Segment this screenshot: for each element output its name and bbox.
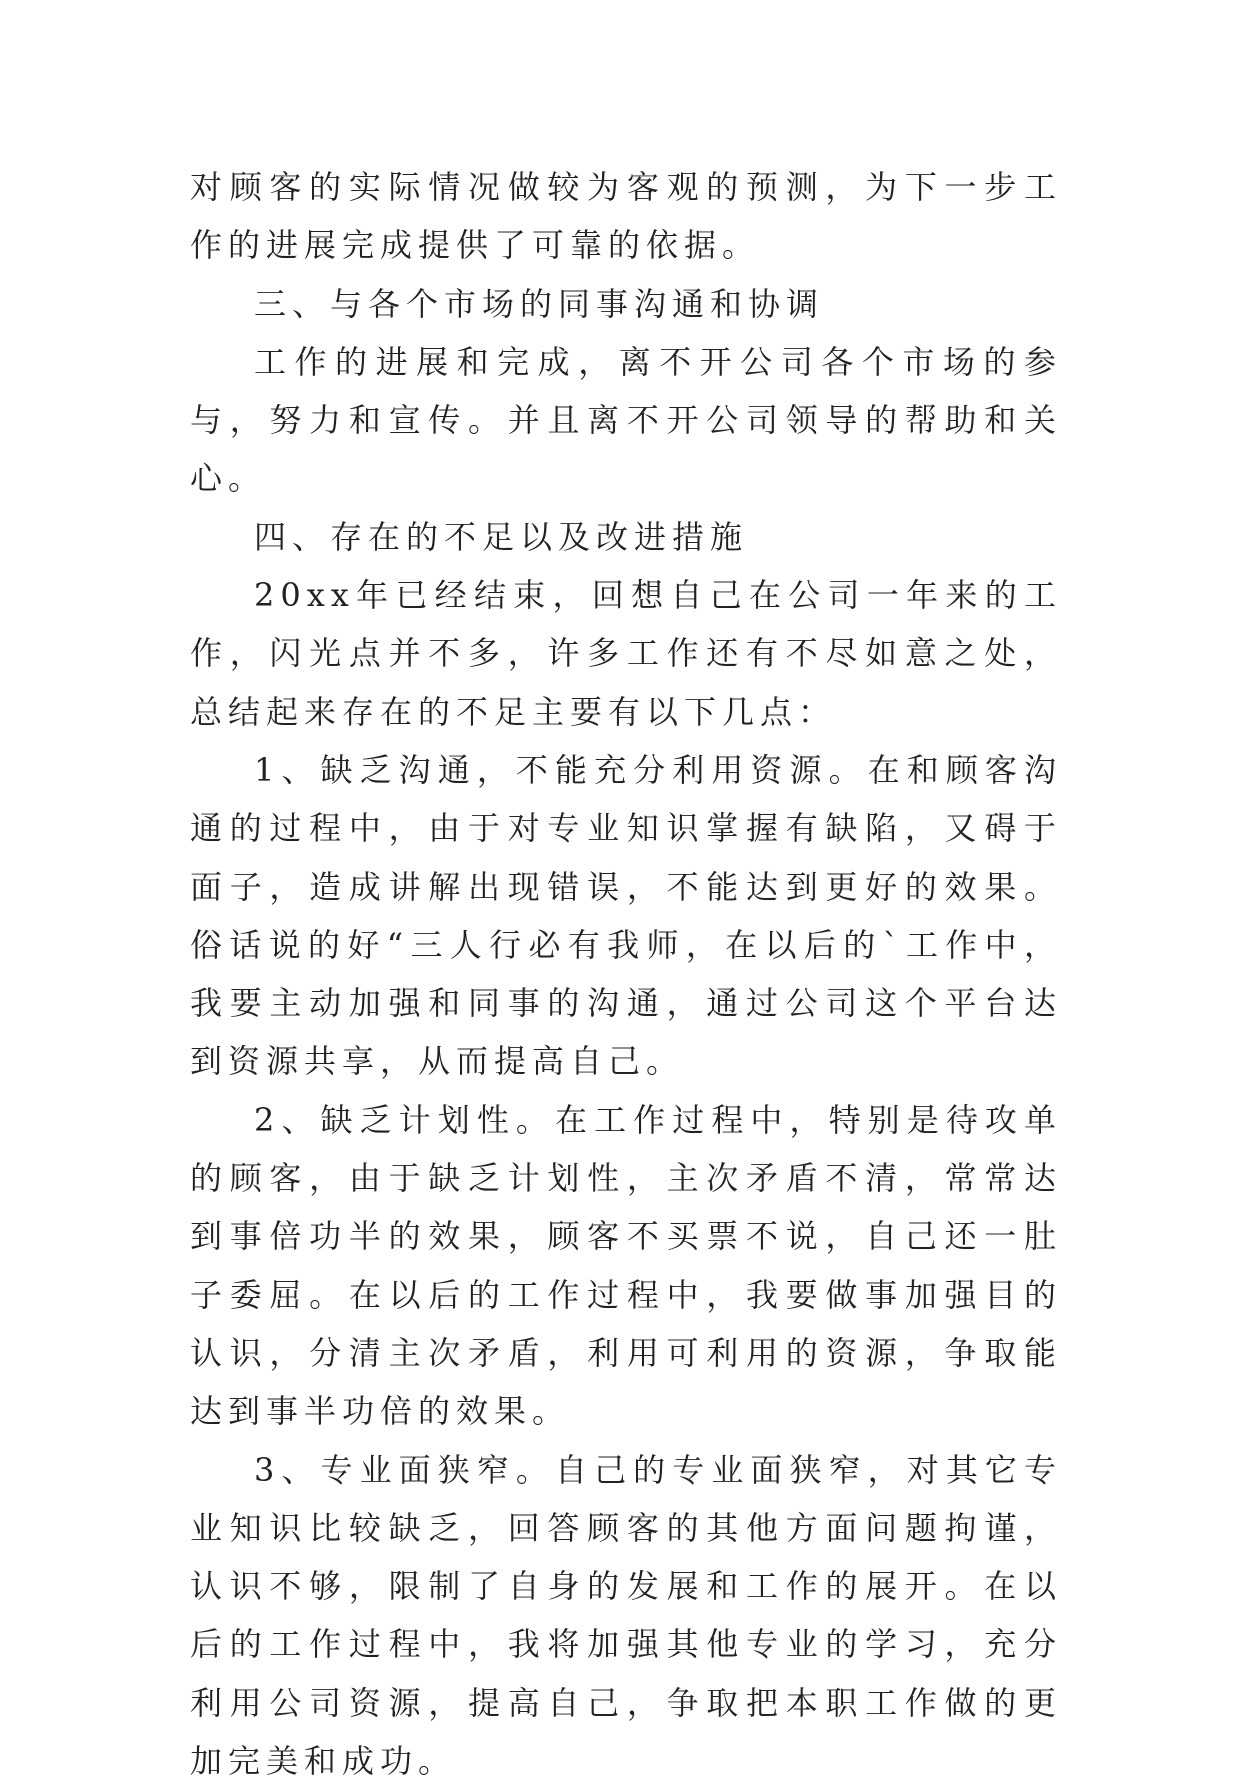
paragraph-point-2-planning: 2、缺乏计划性。在工作过程中，特别是待攻单的顾客，由于缺乏计划性，主次矛盾不清，常常达到事倍功半的效果，顾客不买票不说，自己还一肚子委屈。在以后的工作过程中，我要做事加强目的认识，分清主次矛盾，利用可利用的资源，争取能达到事半功倍的效果。 (190, 1100, 1062, 1431)
section-heading-colleague-communication: 三、与各个市场的同事沟通和协调 (254, 284, 825, 323)
paragraph-forecast-conclusion: 对顾客的实际情况做较为客观的预测，为下一步工作的进展完成提供了可靠的依据。 (190, 168, 1062, 265)
paragraph-colleague-communication: 工作的进展和完成，离不开公司各个市场的参与，努力和宣传。并且离不开公司领导的帮助和关心。 (190, 342, 1062, 498)
document-body (190, 158, 1062, 1790)
paragraph-year-review: 20xx年已经结束，回想自己在公司一年来的工作，闪光点并不多，许多工作还有不尽如意之处，总结起来存在的不足主要有以下几点： (190, 576, 1062, 731)
paragraph-point-3-expertise: 3、专业面狭窄。自己的专业面狭窄，对其它专业知识比较缺乏，回答顾客的其他方面问题拘谨，认识不够，限制了自身的发展和工作的展开。在以后的工作过程中，我将加强其他专业的学习，充分利用公司资源，提高自己，争取把本职工作做的更加完美和成功。 (190, 1450, 1062, 1781)
section-heading-shortcomings: 四、存在的不足以及改进措施 (254, 517, 749, 556)
paragraph-point-1-communication: 1、缺乏沟通，不能充分利用资源。在和顾客沟通的过程中，由于对专业知识掌握有缺陷，又碍于面子，造成讲解出现错误，不能达到更好的效果。俗话说的好“三人行必有我师，在以后的`工作中，我要主动加强和同事的沟通，通过公司这个平台达到资源共享，从而提高自己。 (190, 750, 1062, 1081)
